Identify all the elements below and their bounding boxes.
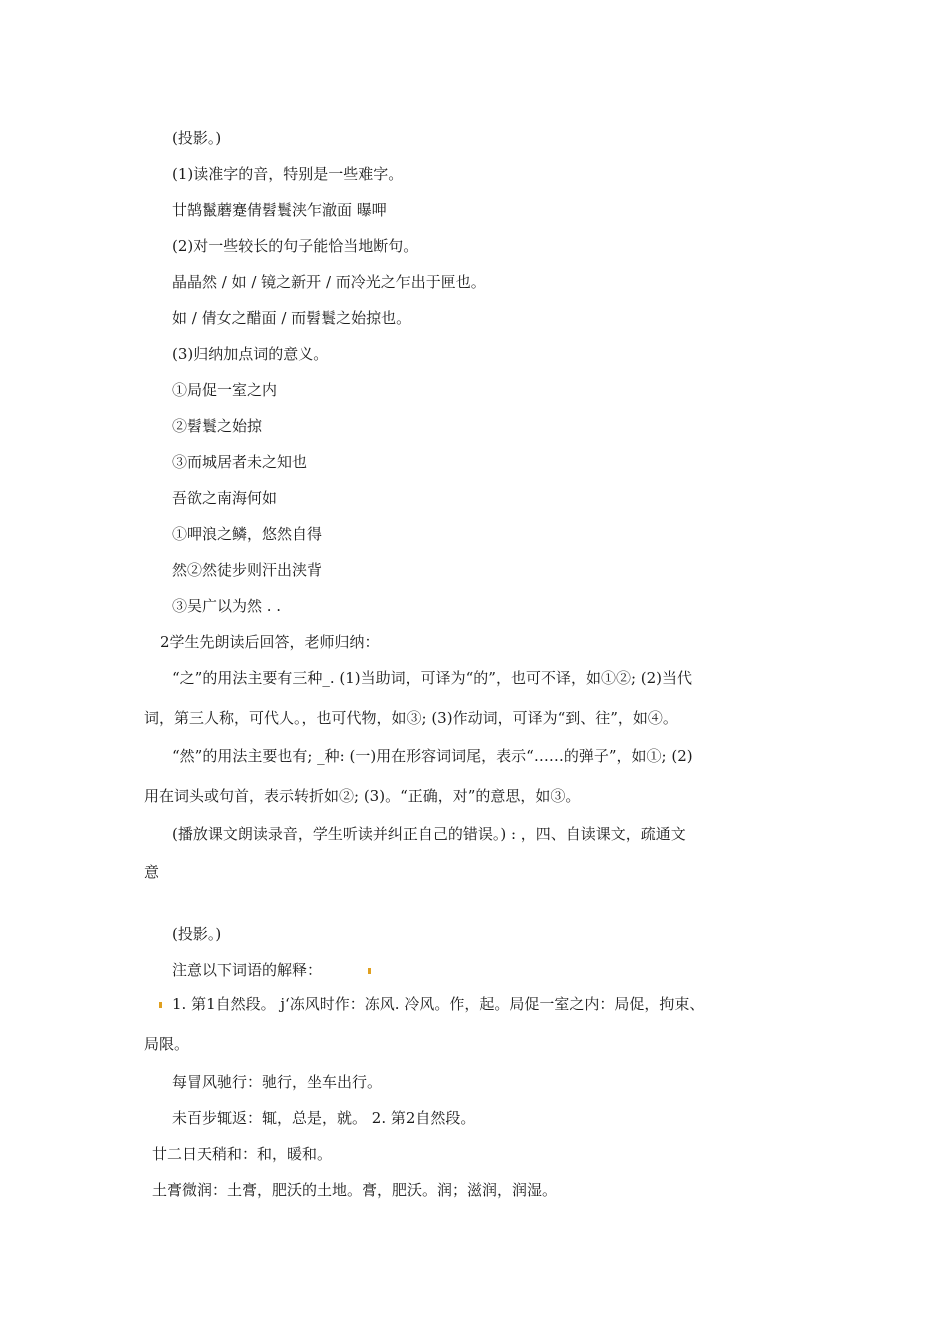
text-line-3: 廿鹄鬣蘑蹇倩髫鬟浃乍澈面 曝呷 (172, 201, 387, 219)
text-line-26: 每冒风驰行：驰行，坐车出行。 (172, 1073, 383, 1091)
text-line-13: 然②然徒步则汗出浃背 (172, 561, 323, 579)
text-line-23: 注意以下词语的解释： (172, 961, 323, 979)
text-line-5: 晶晶然 / 如 / 镜之新开 / 而冷光之乍出于匣也。 (172, 273, 486, 291)
text-line-2: (1)读准字的音，特别是一些难字。 (172, 165, 404, 183)
text-line-7: (3)归纳加点词的意义。 (172, 345, 329, 363)
text-line-16: “之”的用法主要有三种_. (1)当助词，可译为“的”，也可不译，如①②; (2)当代 (172, 669, 693, 687)
highlight-mark (159, 1002, 162, 1008)
text-line-21: 意 (144, 863, 160, 881)
text-line-27: 未百步辄返：辄，总是，就。 2. 第2自然段。 (172, 1109, 476, 1127)
text-line-12: ①呷浪之鳞，悠然自得 (172, 525, 323, 543)
text-line-14: ③吴广以为然 . . (172, 597, 282, 615)
text-line-15: 2学生先朗读后回答，老师归纳： (160, 633, 380, 651)
text-line-17: 词，第三人称，可代人。，也可代物，如③; (3)作动词，可译为“到、往”，如④。 (144, 709, 678, 727)
text-line-19: 用在词头或句首，表示转折如②; (3)。“正确，对”的意思，如③。 (144, 787, 581, 805)
text-line-8: ①局促一室之内 (172, 381, 278, 399)
text-line-4: (2)对一些较长的句子能恰当地断句。 (172, 237, 419, 255)
text-line-6: 如 / 倩女之醋面 / 而髫鬟之始掠也。 (172, 309, 412, 327)
text-line-22: (投影。) (172, 925, 222, 943)
text-line-10: ③而城居者未之知也 (172, 453, 308, 471)
text-line-1: (投影。) (172, 129, 222, 147)
text-line-20: (播放课文朗读录音，学生听读并纠正自己的错误。) : ，四、自读课文，疏通文 (172, 825, 686, 843)
text-line-11: 吾欲之南海何如 (172, 489, 278, 507)
text-line-29: 土膏微润：土膏，肥沃的土地。膏，肥沃。润；滋润，润湿。 (152, 1181, 558, 1199)
text-line-28: 廿二日天稍和：和，暖和。 (152, 1145, 333, 1163)
text-line-25: 局限。 (144, 1035, 190, 1053)
text-line-9: ②髫鬟之始掠 (172, 417, 263, 435)
highlight-mark (368, 968, 371, 974)
text-line-18: “然”的用法主要也有; _种: (一)用在形容词词尾，表示“……的弹子”，如①; (2) (172, 747, 693, 765)
text-line-24: 1. 第1自然段。 j‘冻风时作：冻风. 冷风。作，起。局促一室之内：局促，拘束、 (172, 995, 705, 1013)
